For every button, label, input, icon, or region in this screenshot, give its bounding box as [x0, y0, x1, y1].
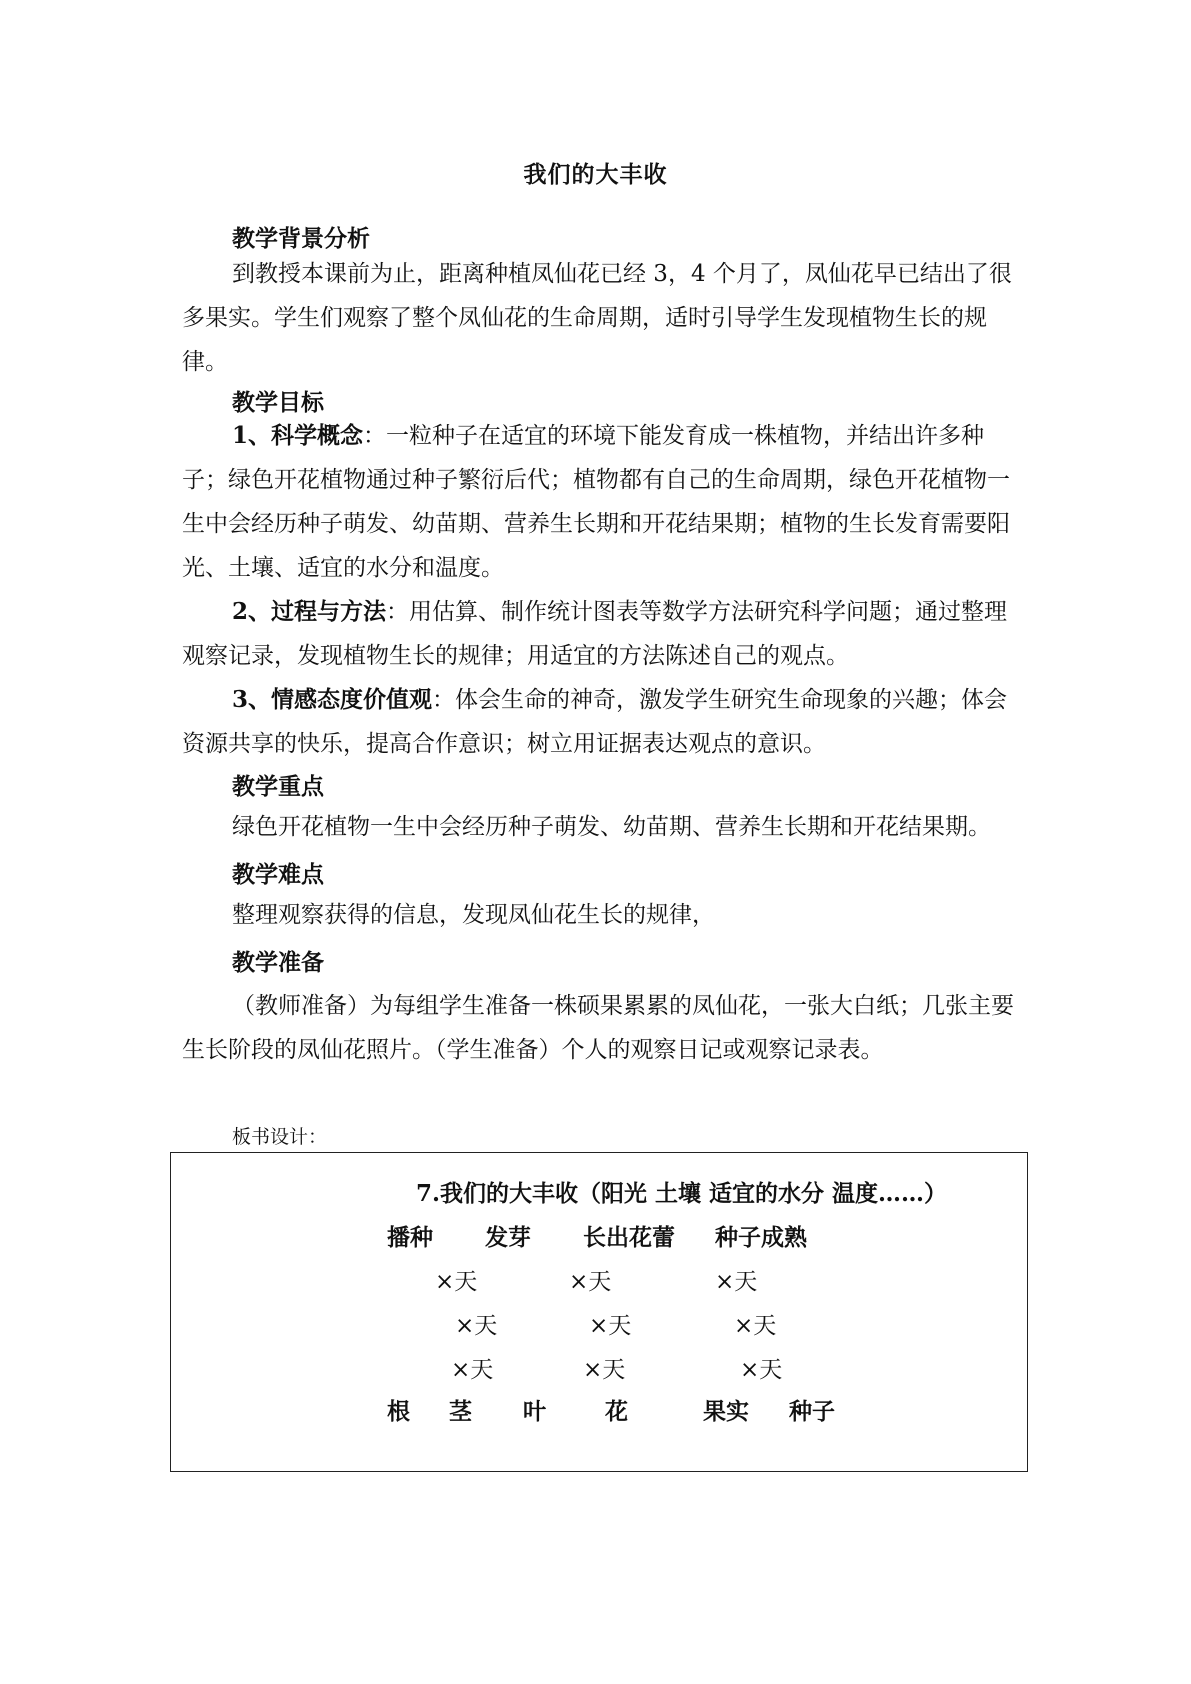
- page-title: 我们的大丰收: [523, 161, 668, 188]
- board-days: ×天: [435, 1269, 478, 1295]
- board-days: ×天: [451, 1357, 494, 1383]
- paragraph-prep: [182, 984, 1022, 1072]
- goal-text-3: ：体会生命的神奇，激发学生研究生命现象的兴趣；体会资源共享的快乐，提高合作意识；树立用证据表达观点的意识。: [182, 687, 1008, 757]
- heading-prep: 教学准备: [232, 949, 324, 976]
- goal-label-2: 2、过程与方法: [232, 598, 387, 625]
- goal-item-3: [182, 678, 1022, 766]
- board-part: 果实: [703, 1398, 749, 1425]
- board-stage: 发芽: [485, 1224, 531, 1251]
- goal-item-1: [182, 414, 1022, 590]
- goal-label-3: 3、情感态度价值观: [232, 686, 433, 713]
- board-part: 种子: [789, 1398, 835, 1425]
- board-label: 板书设计：: [232, 1126, 328, 1148]
- board-days: ×天: [589, 1313, 632, 1339]
- heading-background: 教学背景分析: [232, 225, 370, 252]
- board-days: ×天: [455, 1313, 498, 1339]
- board-days: ×天: [715, 1269, 758, 1295]
- difficulty-text: 整理观察获得的信息，发现凤仙花生长的规律，: [232, 902, 715, 928]
- board-stage: 长出花蕾: [583, 1224, 675, 1251]
- background-text: 到教授本课前为止，距离种植凤仙花已经 3，4 个月了，凤仙花早已结出了很多果实。学生们观察了整个凤仙花的生命周期，适时引导学生发现植物生长的规律。: [182, 261, 1012, 375]
- board-days: ×天: [569, 1269, 612, 1295]
- board-days: ×天: [740, 1357, 783, 1383]
- heading-goals: 教学目标: [232, 389, 324, 416]
- heading-key: 教学重点: [232, 773, 324, 800]
- board-design-box: [170, 1152, 1028, 1472]
- board-part: 花: [605, 1398, 628, 1425]
- prep-text: （教师准备）为每组学生准备一株硕果累累的凤仙花，一张大白纸；几张主要生长阶段的凤仙花照片。（学生准备）个人的观察日记或观察记录表。: [182, 993, 1014, 1063]
- goal-label-1: 1、科学概念: [232, 422, 364, 449]
- heading-difficulty: 教学难点: [232, 861, 324, 888]
- goal-item-2: [182, 590, 1022, 678]
- goal-text-2: ：用估算、制作统计图表等数学方法研究科学问题；通过整理观察记录，发现植物生长的规律；用适宜的方法陈述自己的观点。: [182, 599, 1008, 669]
- board-days: ×天: [583, 1357, 626, 1383]
- key-text: 绿色开花植物一生中会经历种子萌发、幼苗期、营养生长期和开花结果期。: [232, 814, 991, 840]
- board-stage: 播种: [387, 1224, 433, 1251]
- board-stage: 种子成熟: [715, 1224, 807, 1251]
- board-part: 叶: [523, 1398, 546, 1425]
- board-part: 茎: [449, 1398, 472, 1425]
- board-heading: 7.我们的大丰收（阳光 土壤 适宜的水分 温度……）: [416, 1180, 948, 1207]
- goal-text-1: ：一粒种子在适宜的环境下能发育成一株植物，并结出许多种子；绿色开花植物通过种子繁衍后代；植物都有自己的生命周期，绿色开花植物一生中会经历种子萌发、幼苗期、营养生长期和开花结果期；植物的生长发育需要阳光、土壤、适宜的水分和温度。: [182, 423, 1010, 581]
- paragraph-background: [182, 252, 1022, 384]
- board-part: 根: [387, 1398, 410, 1425]
- board-days: ×天: [734, 1313, 777, 1339]
